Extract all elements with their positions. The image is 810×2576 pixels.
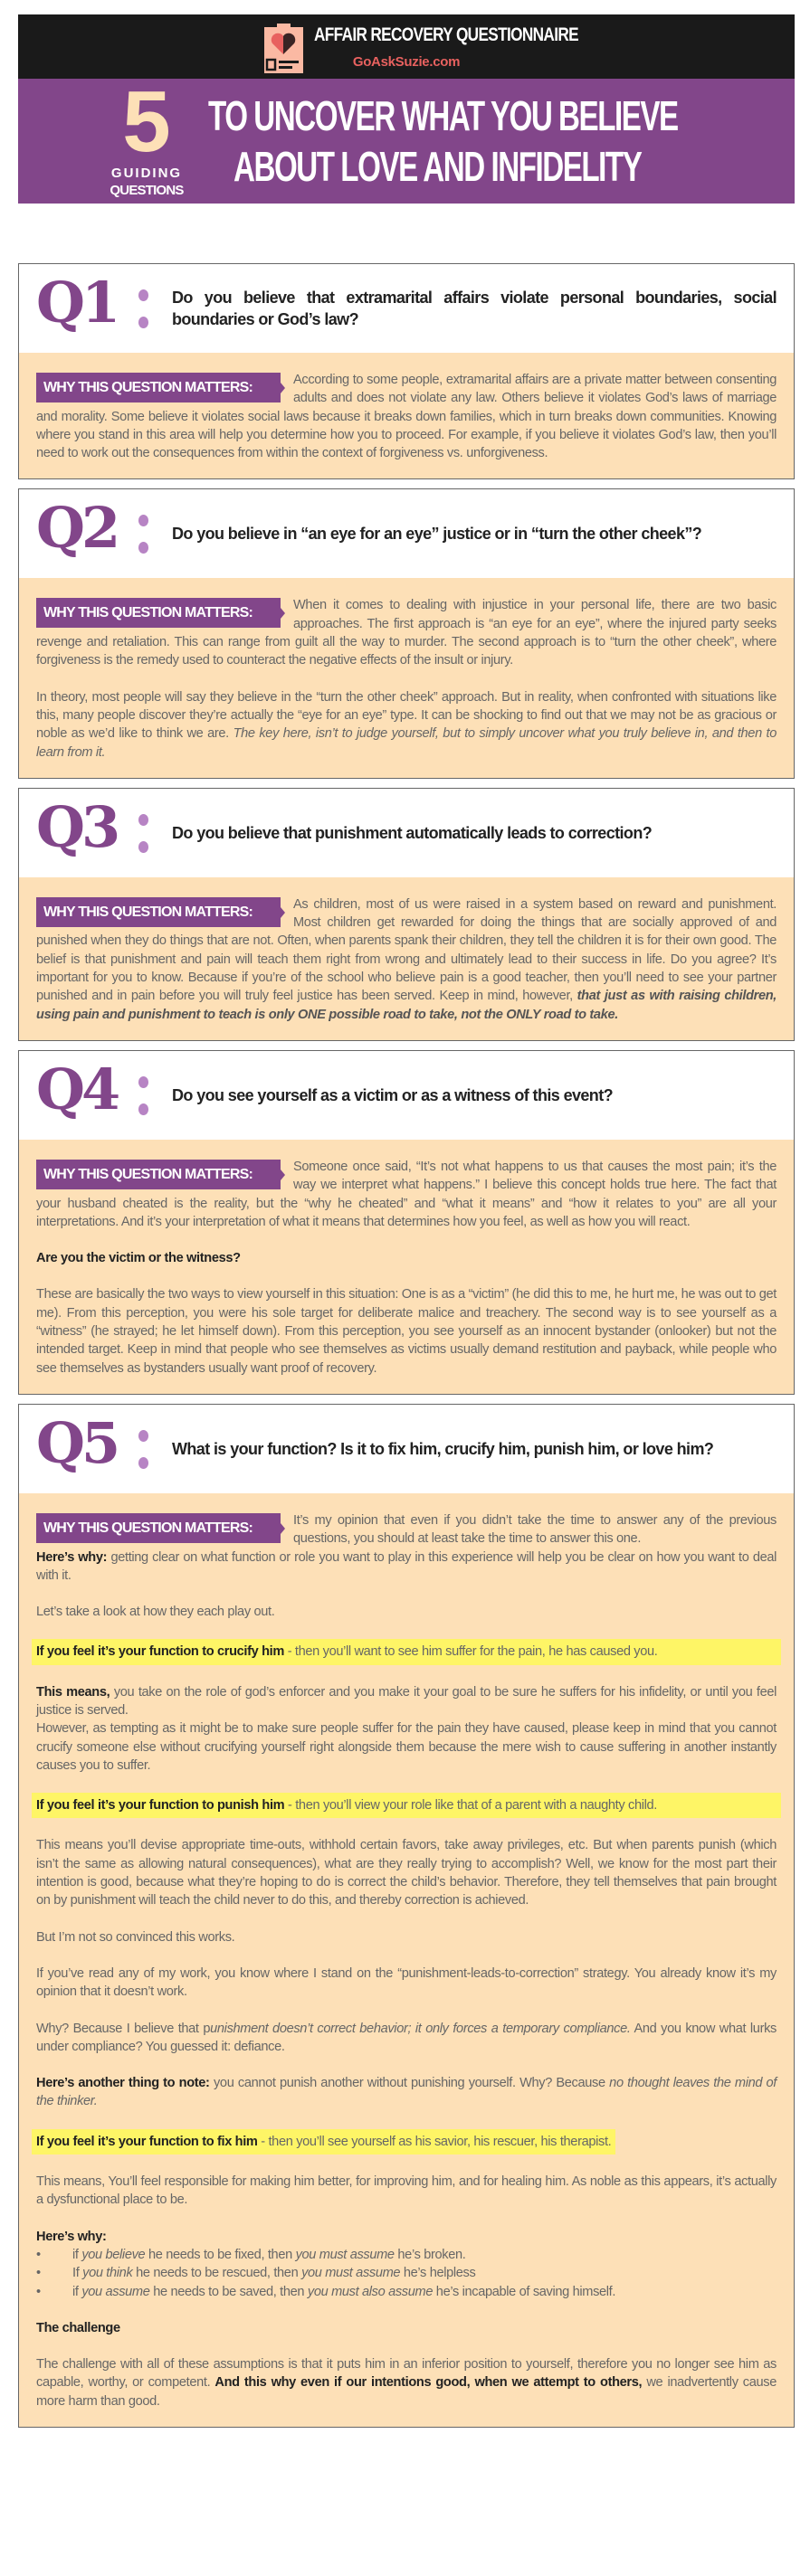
- text-segment: you believe: [81, 2247, 146, 2262]
- question-header: [19, 789, 794, 877]
- text-segment: It’s my opinion that even if you didn’t take the time to answer any of the previous questions, you should at least take the time to answer this one.: [293, 1512, 777, 1547]
- paragraph: [36, 2173, 777, 2210]
- colon-dots-icon: [138, 814, 149, 854]
- question-card-5: [18, 1404, 795, 2428]
- text-segment: he’s helpless: [400, 2266, 476, 2281]
- text-segment: he’s incapable of saving himself.: [433, 2284, 616, 2299]
- question-header: [19, 489, 794, 578]
- text-segment: he needs to be saved, then: [149, 2284, 308, 2299]
- question-header: [19, 1051, 794, 1140]
- text-segment: The key here, isn’t to judge yourself, but to simply uncover what you truly believe in, and then to learn from it.: [36, 726, 777, 760]
- text-segment: we inadvertently cause more harm than good.: [36, 2375, 777, 2409]
- paragraph: [36, 688, 777, 762]
- paragraph: [36, 1928, 777, 1946]
- text-segment: getting clear on what function or role you want to play in this experience will help you be clear on how you want to deal with it.: [36, 1549, 777, 1583]
- text-segment: you take on the role of god’s enforcer and you make it your goal to be sure he suffers for his infidelity, or until you feel justice is served.: [36, 1684, 777, 1718]
- text-segment: If you feel it’s your function to crucify him: [36, 1644, 284, 1660]
- question-text-label: Do you believe in “an eye for an eye” justice or in “turn the other cheek”?: [172, 525, 702, 544]
- highlighted-statement: [32, 1639, 781, 1664]
- text-segment: Are you the victim or the witness?: [36, 1251, 241, 1266]
- paragraph: [36, 2319, 777, 2337]
- text-segment: According to some people, extramarital affairs are a private matter between consenting adults and does not violate any law. Others believe it violates God’s laws of marriage and morality. Some believe it violates social laws because it breaks down families, which in turn breaks down communities. Knowing where you stand in this area will help you determine how you to proceed. For example, if you believe it violates God’s law, then you’ll need to work out the consequences from within the context of forgiveness vs. unforgiveness.: [36, 373, 777, 461]
- bullet-item: [36, 2283, 777, 2301]
- infographic-header: [18, 14, 795, 204]
- text-segment: that just as with raising children, using pain and punishment to teach is only ONE possible road to take, not the ONLY road to take.: [36, 989, 777, 1022]
- paragraph: [36, 2355, 777, 2410]
- bullet-item: [36, 2264, 777, 2282]
- text-segment: When it comes to dealing with injustice in your personal life, there are two basic approaches. The first approach is “an eye for an eye”, where the injured party seeks revenge and retaliation. This can range from guilt all the way to murder. The second approach is to “turn the other cheek”, where forgiveness is the remedy used to counteract the negative effects of the insult or injury.: [36, 598, 777, 668]
- question-text: [172, 789, 777, 877]
- text-segment: you must assume: [295, 2247, 395, 2262]
- colon-dots-icon: [138, 289, 149, 329]
- headline-banner: [18, 79, 795, 204]
- colon-dots-icon: [138, 515, 149, 554]
- colon-dots-icon: [138, 1076, 149, 1116]
- why-this-question-matters-badge: WHY THIS QUESTION MATTERS:: [36, 1513, 281, 1543]
- text-segment: Here’s why:: [36, 2229, 107, 2244]
- bullet-item: [36, 2246, 777, 2264]
- text-segment: Why? Because I believe that p: [36, 2021, 211, 2036]
- text-segment: Here’s why:: [36, 1549, 108, 1565]
- paragraph: [36, 1249, 777, 1267]
- paragraph: [36, 1965, 777, 2002]
- paragraph: [36, 1719, 777, 1775]
- question-card-1: [18, 263, 795, 479]
- text-segment: you must assume: [301, 2266, 401, 2281]
- text-segment: if: [72, 2247, 82, 2262]
- text-segment: you think: [82, 2266, 133, 2281]
- questionnaire-title: AFFAIR RECOVERY QUESTIONNAIRE: [314, 24, 578, 45]
- answer-explanation: [19, 578, 794, 777]
- paragraph: [36, 2074, 777, 2111]
- text-segment: unishment doesn’t correct behavior; it only forces a temporary compliance.: [210, 2021, 631, 2036]
- paragraph: [36, 1836, 777, 1909]
- text-segment: if: [72, 2284, 82, 2299]
- site-link[interactable]: GoAskSuzie.com: [352, 54, 461, 70]
- text-segment: If you feel it’s your function to punish him: [36, 1798, 285, 1814]
- colon-dots-icon: [138, 1430, 149, 1470]
- bullet-text: [36, 2283, 777, 2301]
- paragraph: [36, 1285, 777, 1377]
- paragraph: [36, 1683, 777, 1720]
- question-header: [19, 264, 794, 353]
- why-this-question-matters-badge: WHY THIS QUESTION MATTERS:: [36, 897, 281, 927]
- question-text-label: Do you see yourself as a victim or as a witness of this event?: [172, 1085, 613, 1104]
- text-segment: you cannot punish another without punishing yourself. Why? Because: [209, 2076, 610, 2091]
- answer-explanation: [19, 1140, 794, 1394]
- text-segment: no thought leaves the mind of the thinker.: [36, 2076, 777, 2109]
- answer-explanation: [19, 877, 794, 1040]
- text-segment: The challenge: [36, 2320, 120, 2335]
- paragraph: [36, 1793, 777, 1818]
- badge-number: 5: [122, 79, 171, 170]
- text-segment: - then you’ll view your role like that of a parent with a naughty child.: [284, 1798, 657, 1814]
- text-segment: you must also assume: [307, 2284, 434, 2299]
- paragraph: [36, 1548, 777, 1586]
- title-bar: [18, 14, 795, 79]
- text-segment: This means,: [36, 1684, 110, 1700]
- why-this-question-matters-badge: WHY THIS QUESTION MATTERS:: [36, 1160, 281, 1189]
- text-segment: If you’ve read any of my work, you know where I stand on the “punishment-leads-to-correction” strategy. You already know it’s my opinion that it doesn’t work.: [36, 1965, 777, 2000]
- question-header: [19, 1405, 794, 1493]
- text-segment: Let’s take a look at how they each play out.: [36, 1605, 275, 1620]
- questions-list: [18, 263, 795, 2437]
- bullet-text: [36, 2246, 777, 2264]
- question-text-label: What is your function? Is it to fix him, crucify him, punish him, or love him?: [172, 1439, 714, 1458]
- text-segment: he’s broken.: [394, 2247, 466, 2262]
- question-card-2: [18, 488, 795, 778]
- text-segment: These are basically the two ways to view yourself in this situation: One is as a “victim” (he did this to me, he hurt me, he was out to get me). From this perception, you were his sole target for deliberate malice and treachery. The second way is to see yourself as a “witness” (he strayed; he let himself down). From this perception, you see yourself as an innocent bystander (onlooker) but not the intended target. Keep in mind that people who see themselves as victims usually demand restitution and payback, while people who see themselves as bystanders usually want proof of recovery.: [36, 1287, 777, 1376]
- question-text: [172, 1405, 777, 1493]
- text-segment: And this why even if our intentions good, when we attempt to others,: [214, 2375, 643, 2391]
- text-segment: - then you’ll see yourself as his savior, his rescuer, his therapist.: [257, 2134, 612, 2149]
- answer-explanation: [19, 353, 794, 478]
- question-number: Q5: [36, 1409, 118, 1476]
- why-this-question-matters-badge: WHY THIS QUESTION MATTERS:: [36, 373, 281, 402]
- badge-line-guiding: GUIDING: [110, 166, 183, 181]
- bullet-text: [36, 2264, 777, 2282]
- paragraph: [36, 2129, 777, 2155]
- text-segment: Here’s another thing to note:: [36, 2076, 210, 2091]
- paragraph: [36, 2228, 777, 2246]
- highlighted-statement: [32, 2129, 615, 2155]
- paragraph: [36, 1639, 777, 1664]
- text-segment: And you know what lurks under compliance? You guessed it: defiance.: [36, 2021, 777, 2054]
- badge-line-questions: QUESTIONS: [110, 183, 184, 198]
- paragraph: [36, 2020, 777, 2057]
- text-segment: This means, You’ll feel responsible for making him better, for improving him, and for healing him. As noble as this appears, it’s actually a dysfunctional place to be.: [36, 2174, 777, 2208]
- why-this-question-matters-badge: WHY THIS QUESTION MATTERS:: [36, 598, 281, 628]
- question-text: [172, 489, 777, 578]
- text-segment: he needs to be rescued, then: [132, 2266, 302, 2281]
- text-segment: you assume: [81, 2284, 150, 2299]
- question-card-3: [18, 788, 795, 1041]
- question-number: Q1: [36, 270, 118, 336]
- headline-line-1: TO UNCOVER WHAT YOU BELIEVE: [208, 92, 678, 139]
- question-number: Q2: [36, 495, 118, 562]
- text-segment: Someone once said, “It’s not what happens to us that causes the most pain; it’s the way we interpret what happens.” I believe this concept holds true here. The fact that your husband cheated is the reality, but the “why he cheated” and “what it means” and “how it relates to you” are all your interpretations. And it’s your interpretation of what it means that determines how you feel, as well as how you will react.: [36, 1159, 777, 1229]
- text-segment: As children, most of us were raised in a system based on reward and punishment. Most children get rewarded for doing the things that are socially approved of and punished when they do things that are not. Often, when parents spank their children, they tell the children it is for their own good. The belief is that punishment and pain will teach them right from wrong and ultimately lead to their success in life. Do you agree? It’s important for you to know. Because if you’re of the school who believe pain is a good teacher, then you’ll need to see your partner punished and in pain before you will truly feel justice has been served. Keep in mind, however,: [36, 896, 777, 1004]
- text-segment: But I’m not so convinced this works.: [36, 1929, 235, 1945]
- highlighted-statement: [32, 1793, 781, 1818]
- question-number: Q4: [36, 1056, 118, 1122]
- text-segment: In theory, most people will say they believe in the “turn the other cheek” approach. But in reality, when confronted with situations like this, many people discover they’re actually the “eye for an eye” type. It can be shocking to find out that we may not be as gracious or noble as we’d like to think we are.: [36, 689, 777, 742]
- text-segment: he needs to be fixed, then: [145, 2247, 296, 2262]
- question-card-4: [18, 1050, 795, 1395]
- question-number: Q3: [36, 793, 118, 860]
- text-segment: If you feel it’s your function to fix him: [36, 2134, 258, 2149]
- headline-line-2: ABOUT LOVE AND INFIDELITY: [233, 143, 642, 190]
- answer-explanation: [19, 1493, 794, 2427]
- paragraph: [36, 1603, 777, 1621]
- text-segment: If: [72, 2266, 83, 2281]
- text-segment: The challenge with all of these assumptions is that it puts him in an inferior position to yourself, therefore you no longer see him as capable, worthy, or competent.: [36, 2357, 777, 2391]
- question-text-label: Do you believe that punishment automatically leads to correction?: [172, 823, 653, 842]
- question-text: [172, 1051, 777, 1140]
- text-segment: This means you’ll devise appropriate time-outs, withhold certain favors, take away privileges, etc. But when parents punish (which isn’t the same as allowing natural consequences), what are they really trying to accomplish? Well, we know for the most part their intention is good, because what they’re hoping to do is correct the child’s behavior. Therefore, they tell themselves that pain brought on by punishment will teach the child never to do this, and thereby correction is achieved.: [36, 1838, 777, 1908]
- question-text-label: Do you believe that extramarital affairs violate personal boundaries, social boundaries or God’s law?: [172, 289, 777, 328]
- question-text: [172, 264, 777, 353]
- text-segment: However, as tempting as it might be to make sure people suffer for the pain they have caused, please keep in mind that you cannot crucify someone else without crucifying yourself right alongside them because the mere wish to cause suffering in another instantly causes you to suffer.: [36, 1721, 777, 1773]
- text-segment: - then you’ll want to see him suffer for the pain, he has caused you.: [284, 1644, 658, 1660]
